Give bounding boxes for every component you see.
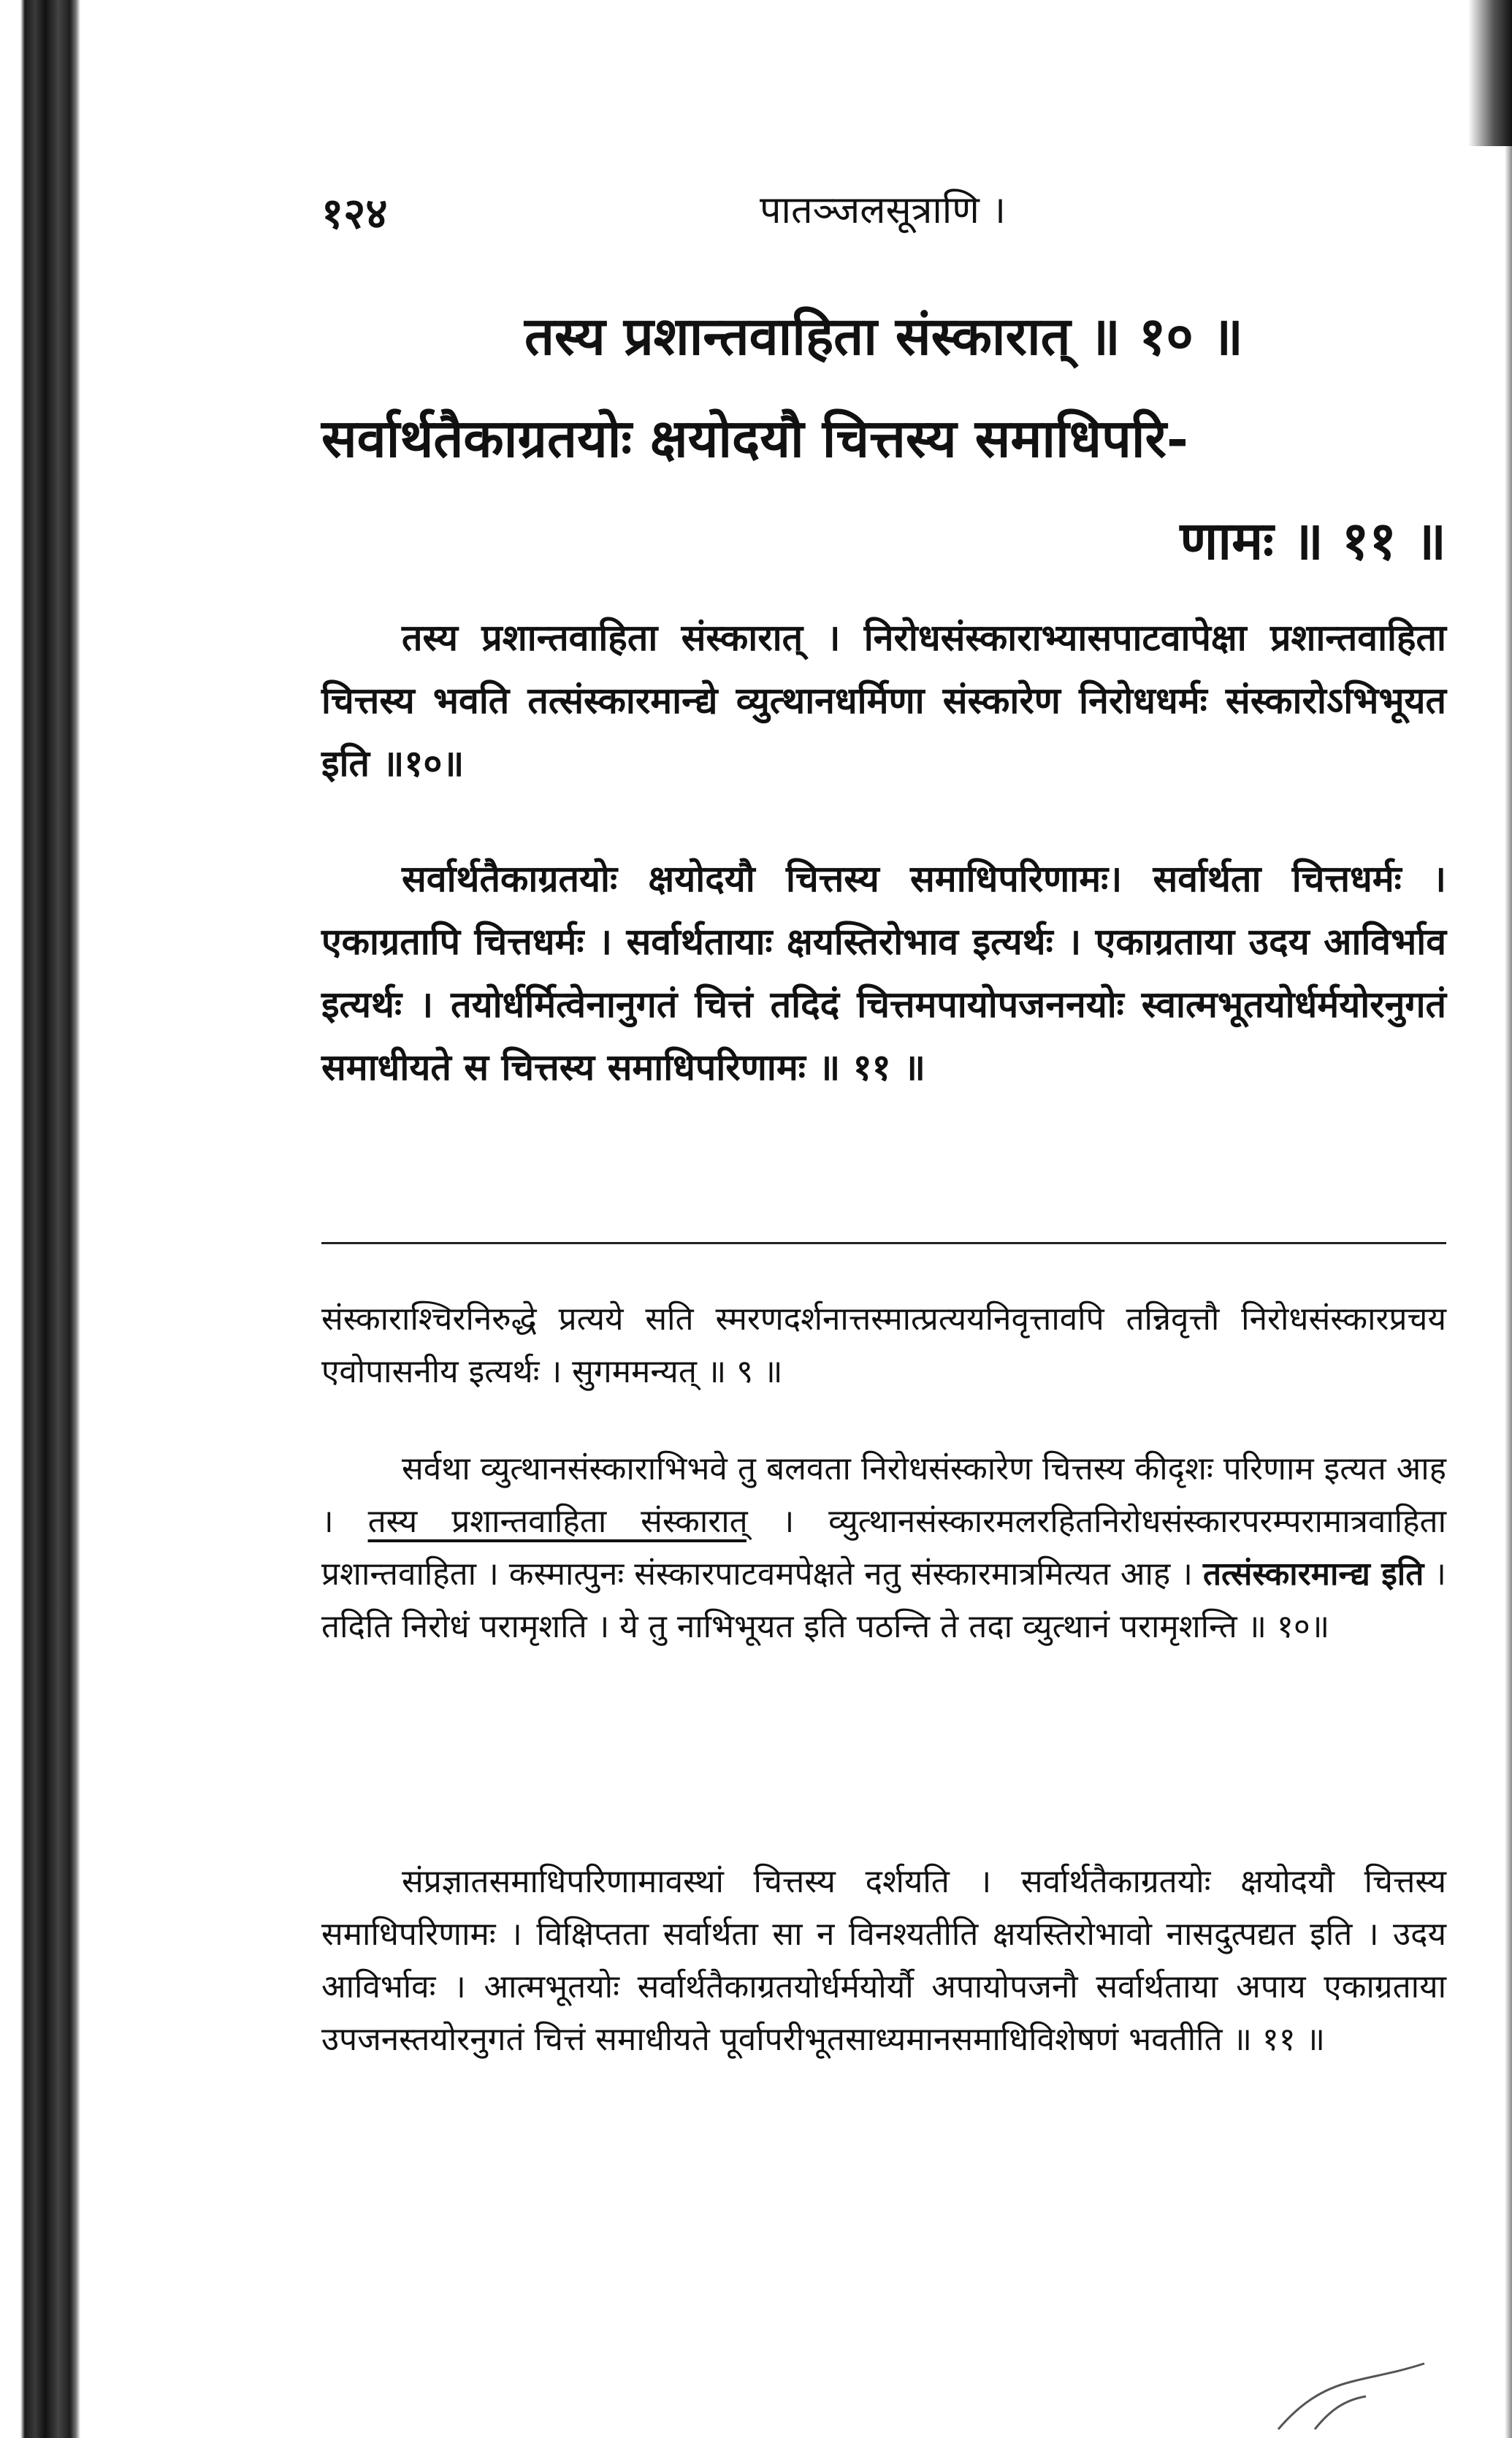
bhashya-paragraph-10: तस्य प्रशान्तवाहिता संस्कारात् । निरोधसंस्काराभ्यासपाटवापेक्षा प्रशान्तवाहिता चित्तस्य भवति तत्संस्कारमान्द्ये व्युत्थानधर्मिणा संस्कारेण निरोधधर्मः संस्कारोऽभिभूयत इति ॥१०॥: [321, 616, 1446, 785]
sutra-11-line-2: णामः ॥ ११ ॥: [1180, 509, 1446, 571]
pencil-mark: [1271, 2360, 1432, 2433]
section-divider: [321, 1242, 1446, 1244]
vritti-10-emphasis: तत्संस्कारमान्द्य इति: [1202, 1555, 1424, 1593]
vritti-paragraph-10: [321, 1443, 1446, 1653]
page-number: १२४: [321, 188, 388, 238]
vritti-10-middle: । व्युत्थानसंस्कारमलरहितनिरोधसंस्कारपरम्परामात्रवाहिता प्रशान्तवाहिता । कस्मात्पुनः संस्कारपाटवमपेक्षते नतु संस्कारमात्रमित्यत आह ।: [321, 1503, 1446, 1593]
running-head: पातञ्जलसूत्राणि ।: [760, 188, 1007, 232]
page-header: [321, 183, 1446, 241]
vritti-paragraph-11: संप्रज्ञातसमाधिपरिणामावस्थां चित्तस्य दर्शयति । सर्वार्थतैकाग्रतयोः क्षयोदयौ चित्तस्य समाधिपरिणामः । विक्षिप्तता सर्वार्थता सा न विनश्यतीति क्षयस्तिरोभावो नासदुत्पद्यत इति । उदय आविर्भावः । आत्मभूतयोः सर्वार्थतैकाग्रतयोर्धर्मयोर्यौ अपायोपजनौ सर्वार्थताया अपाय एकाग्रताया उपजनस्तयोरनुगतं चित्तं समाधीयते पूर्वापरीभूतसाध्यमानसमाधिविशेषणं भवतीति ॥ ११ ॥: [321, 1863, 1446, 2058]
book-spine-shadow: [0, 0, 80, 2438]
page-corner-shadow: [1468, 0, 1512, 146]
page-edge-shadow: [1505, 146, 1512, 2438]
sutra-10: तस्य प्रशान्तवाहिता संस्कारात् ॥ १० ॥: [524, 305, 1244, 367]
bhashya-paragraph-11: सर्वार्थतैकाग्रतयोः क्षयोदयौ चित्तस्य समाधिपरिणामः। सर्वार्थता चित्तधर्मः । एकाग्रतापि चित्तधर्मः । सर्वार्थतायाः क्षयस्तिरोभाव इत्यर्थः । एकाग्रताया उदय आविर्भाव इत्यर्थः । तयोर्धर्मित्वेनानुगतं चित्तं तदिदं चित्तमपायोपजननयोः स्वात्मभूतयोर्धर्मयोरनुगतं समाधीयते स चित्तस्य समाधिपरिणामः ॥ ११ ॥: [321, 857, 1446, 1089]
vritti-10-conclusion: । तदिति निरोधं परामृशति । ये तु नाभिभूयत इति पठन्ति ते तदा व्युत्थानं परामृशन्ति ॥ १०॥: [321, 1555, 1446, 1645]
sutra-block: [321, 285, 1446, 592]
vritti-10-intro: सर्वथा व्युत्थानसंस्काराभिभवे तु बलवता निरोधसंस्कारेण चित्तस्य कीदृशः परिणाम इत्यत आह ।: [321, 1450, 1446, 1540]
vritti-10-underlined-quote: तस्य प्रशान्तवाहिता संस्कारात्: [367, 1503, 748, 1540]
vritti-paragraph-9: संस्काराश्चिरनिरुद्धे प्रत्यये सति स्मरणदर्शनात्तस्मात्प्रत्ययनिवृत्तावपि तन्निवृत्तौ निरोधसंस्कारप्रचय एवोपासनीय इत्यर्थः । सुगममन्यत् ॥ ९ ॥: [321, 1300, 1446, 1390]
sutra-11-line-1: सर्वार्थतैकाग्रतयोः क्षयोदयौ चित्तस्य समाधिपरि-: [321, 407, 1188, 469]
